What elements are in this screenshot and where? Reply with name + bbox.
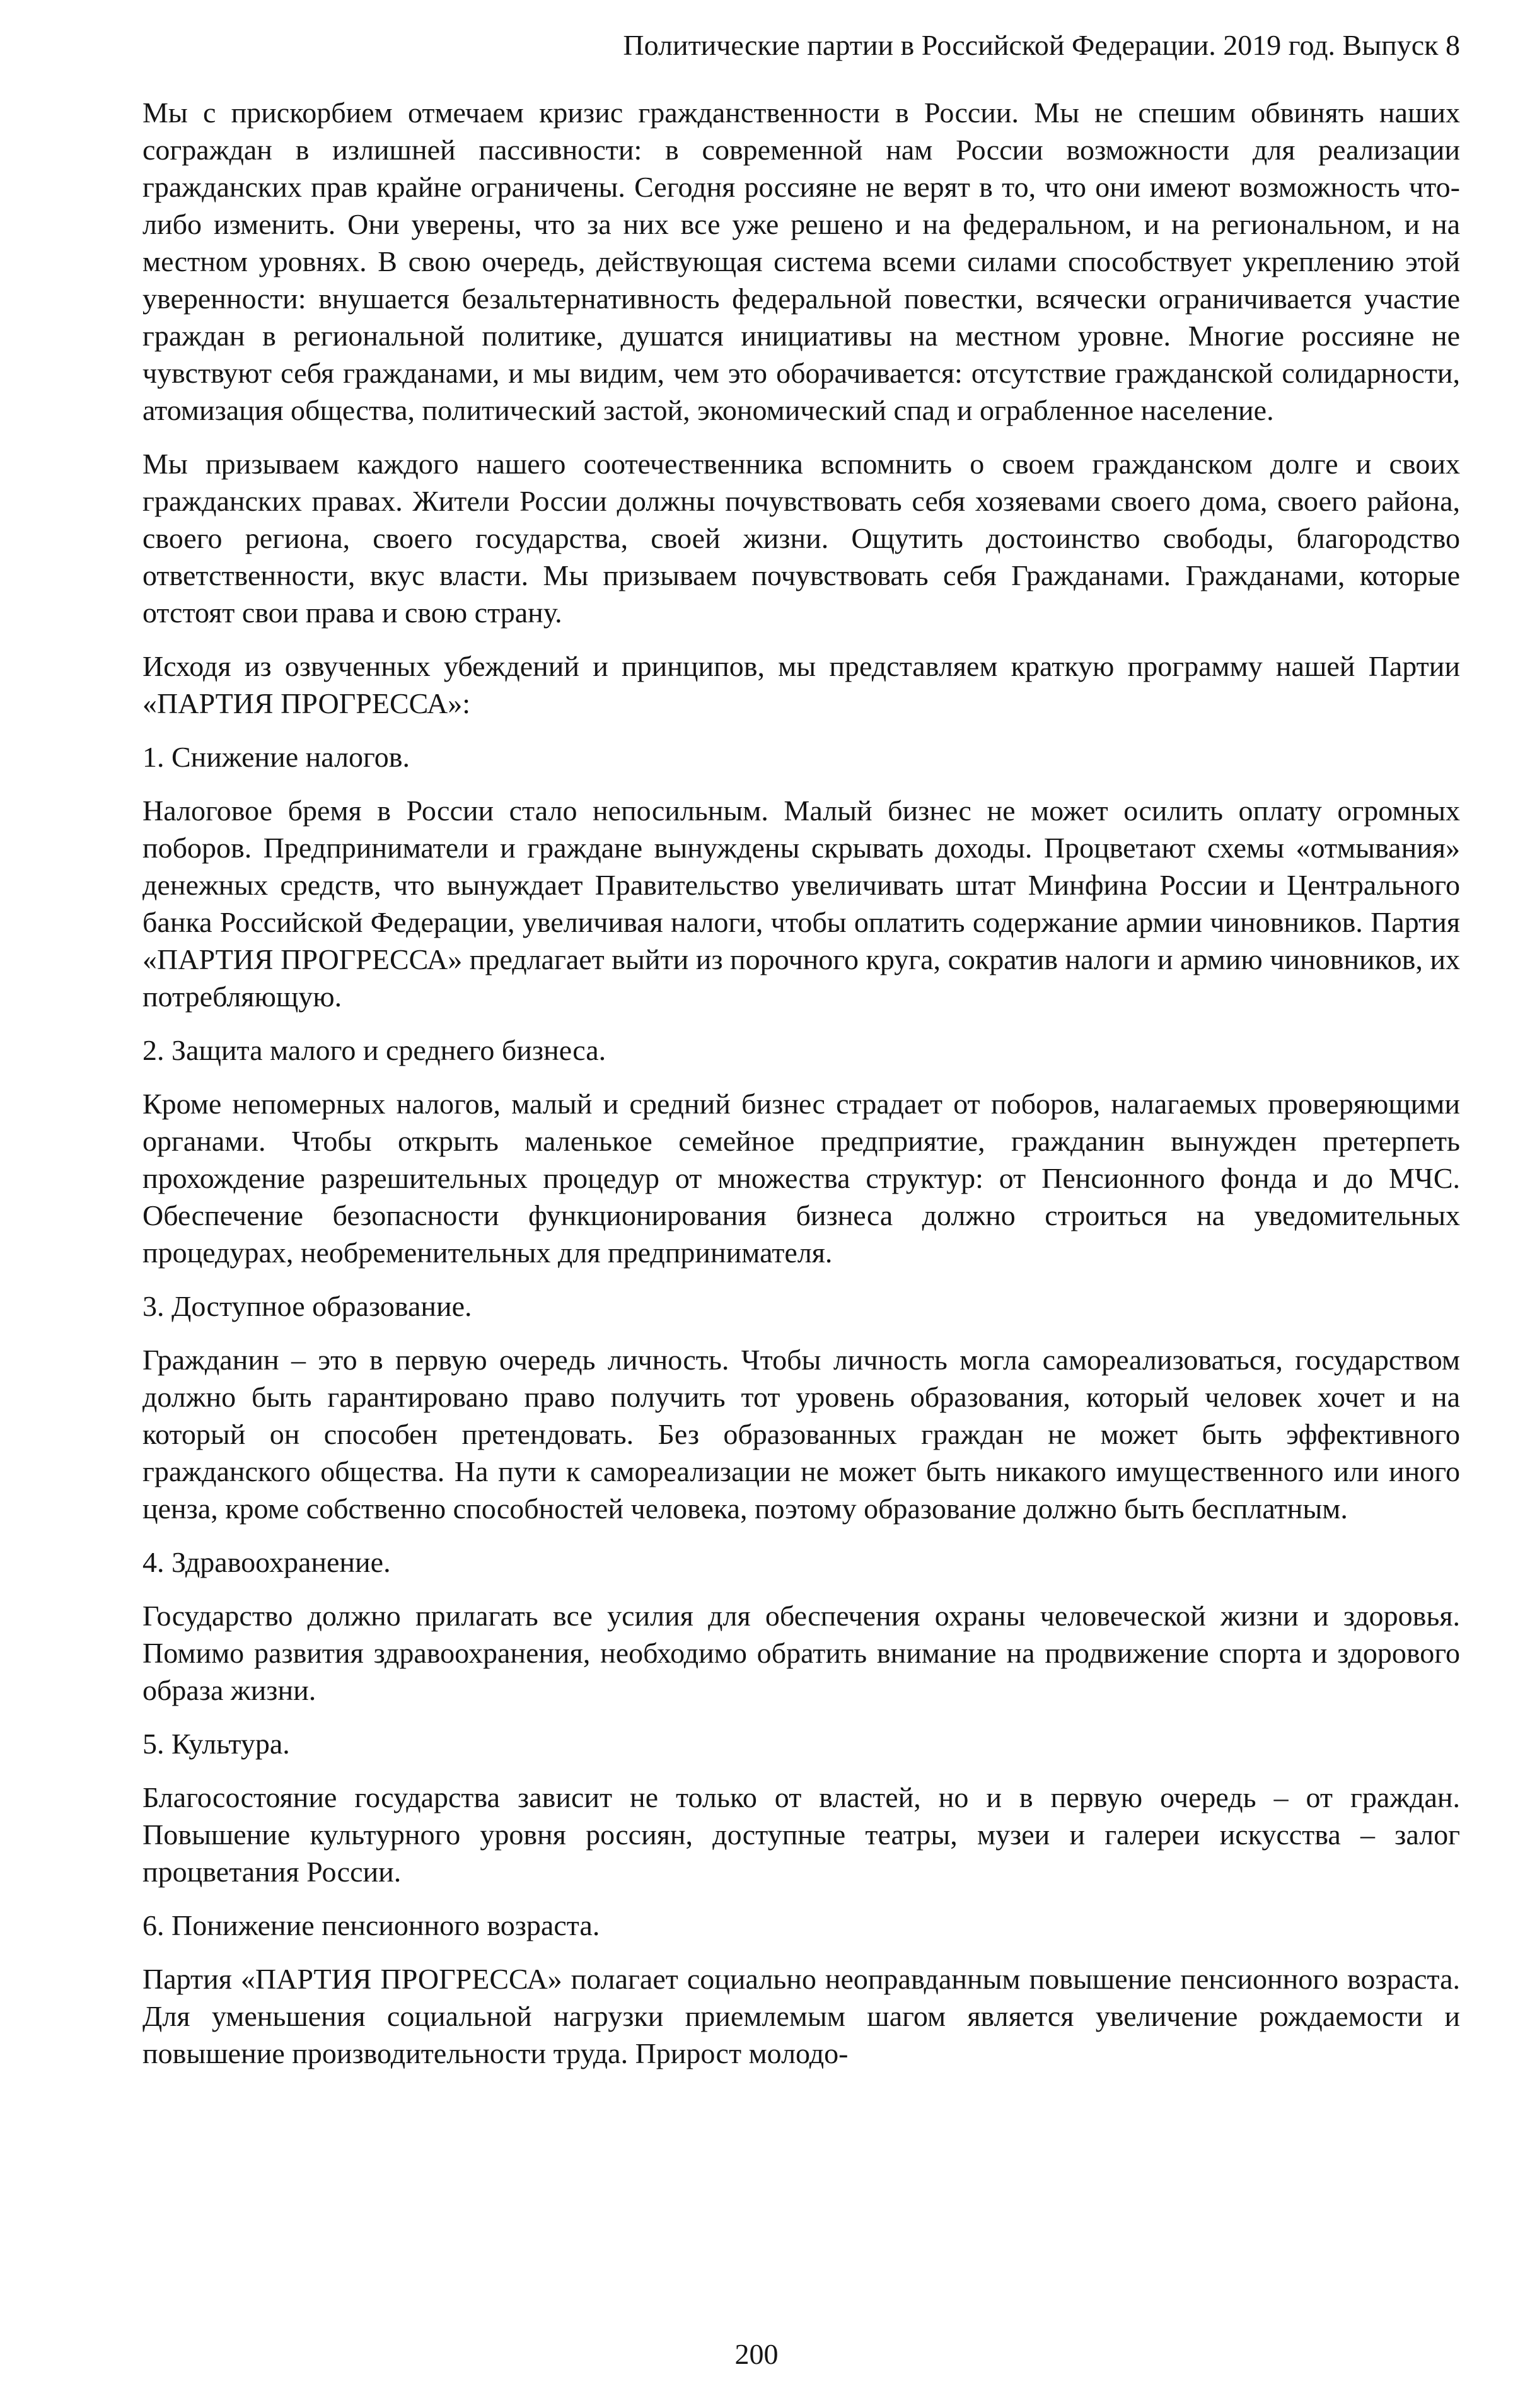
section-heading: 6. Понижение пенсионного возраста. [142, 1909, 600, 1941]
paragraph: Государство должно прилагать все усилия для обеспечения охраны человеческой жизни и здоровья. Помимо развития здравоохранения, необходимо обратить внимание на продвижение спорта и здорового образа жизни. [142, 1600, 1460, 1706]
paragraph: Партия «ПАРТИЯ ПРОГРЕССА» полагает социально неоправданным повышение пенсионного возраста. Для уменьшения социальной нагрузки приемлемым шагом является увеличение рождаемости и повышение производительности труда. Прирост молодо- [142, 1963, 1460, 2069]
section-heading: 5. Культура. [142, 1728, 290, 1760]
section-heading: 3. Доступное образование. [142, 1290, 472, 1322]
paragraph: Налоговое бремя в России стало непосильным. Малый бизнес не может осилить оплату огромных поборов. Предприниматели и граждане вынуждены скрывать доходы. Процветают схемы «отмывания» денежных средств, что вынуждает Правительство увеличивать штат Минфина России и Центрального банка Российской Федерации, увеличивая налоги, чтобы оплатить содержание армии чиновников. Партия «ПАРТИЯ ПРОГРЕССА» предлагает выйти из порочного круга, сократив налоги и армию чиновников, их потребляющую. [142, 794, 1460, 1013]
page-header [142, 26, 1460, 64]
section-heading: 2. Защита малого и среднего бизнеса. [142, 1034, 606, 1066]
page-number: 200 [734, 2338, 779, 2370]
paragraph: Благосостояние государства зависит не только от властей, но и в первую очередь – от граждан. Повышение культурного уровня россиян, доступные театры, музеи и галереи искусства – залог процветания России. [142, 1781, 1460, 1888]
paragraph: Гражданин – это в первую очередь личность. Чтобы личность могла самореализоваться, государством должно быть гарантировано право получить тот уровень образования, который человек хочет и на который он способен претендовать. Без образованных граждан не может быть эффективного гражданского общества. На пути к самореализации не может быть никакого имущественного или иного ценза, кроме собственно способностей человека, поэтому образование должно быть бесплатным. [142, 1344, 1460, 1525]
page-footer [0, 2335, 1513, 2373]
section-heading: 4. Здравоохранение. [142, 1546, 391, 1578]
page-body [142, 94, 1460, 2072]
paragraph: Кроме непомерных налогов, малый и средний бизнес страдает от поборов, налагаемых проверяющими органами. Чтобы открыть маленькое семейное предприятие, гражданин вынужден претерпеть прохождение разрешительных процедур от множества структур: от Пенсионного фонда и до МЧС. Обеспечение безопасности функционирования бизнеса должно строиться на уведомительных процедурах, необременительных для предпринимателя. [142, 1088, 1460, 1269]
paragraph: Мы призываем каждого нашего соотечественника вспомнить о своем гражданском долге и своих гражданских правах. Жители России должны почувствовать себя хозяевами своего дома, своего района, своего региона, своего государства, своей жизни. Ощутить достоинство свободы, благородство ответственности, вкус власти. Мы призываем почувствовать себя Гражданами. Гражданами, которые отстоят свои права и свою страну. [142, 448, 1460, 629]
paragraph: Мы с прискорбием отмечаем кризис гражданственности в России. Мы не спешим обвинять наших сограждан в излишней пассивности: в современной нам России возможности для реализации гражданских прав крайне ограничены. Сегодня россияне не верят в то, что они имеют возможность что-либо изменить. Они уверены, что за них все уже решено и на федеральном, и на региональном, и на местном уровнях. В свою очередь, действующая система всеми силами способствует укреплению этой уверенности: внушается безальтернативность федеральной повестки, всячески ограничивается участие граждан в региональной политике, душатся инициативы на местном уровне. Многие россияне не чувствуют себя гражданами, и мы видим, чем это оборачивается: отсутствие гражданской солидарности, атомизация общества, политический застой, экономический спад и ограбленное население. [142, 96, 1460, 426]
section-heading: 1. Снижение налогов. [142, 741, 410, 773]
running-title: Политические партии в Российской Федерации. 2019 год. Выпуск 8 [623, 29, 1460, 61]
paragraph: Исходя из озвученных убеждений и принципов, мы представляем краткую программу нашей Партии «ПАРТИЯ ПРОГРЕССА»: [142, 650, 1460, 719]
